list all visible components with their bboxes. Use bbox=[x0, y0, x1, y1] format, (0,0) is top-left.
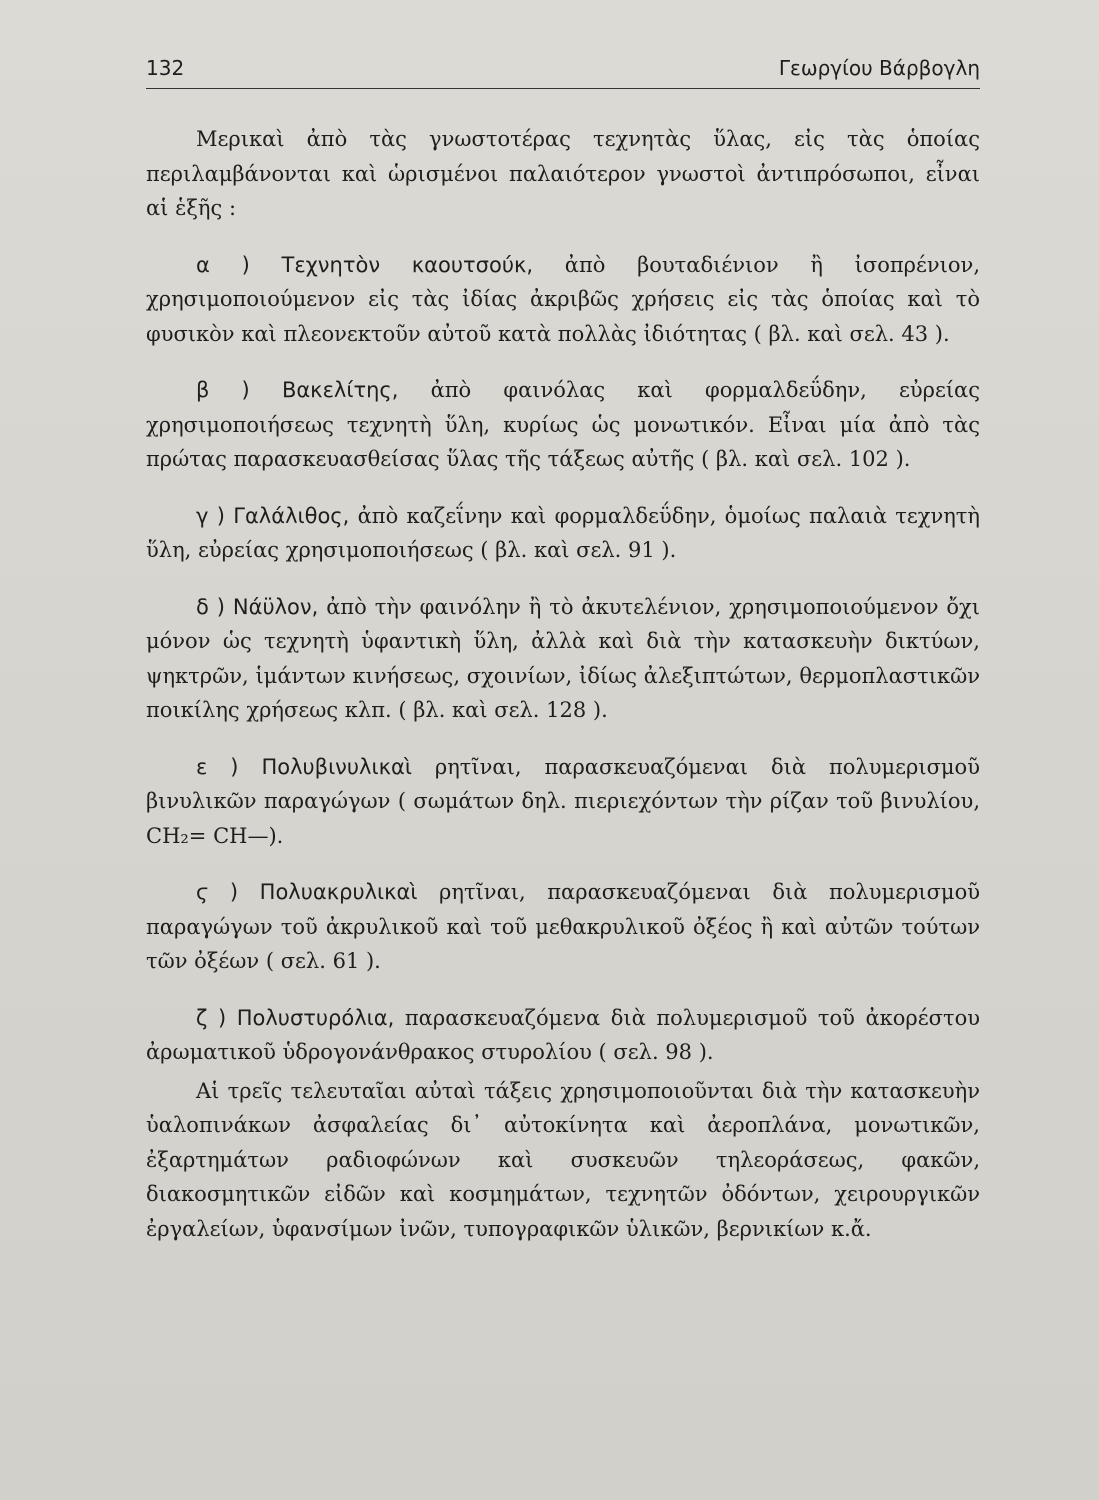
list-item-epsilon bbox=[146, 750, 980, 854]
list-item-alpha bbox=[146, 248, 980, 352]
list-item-beta bbox=[146, 373, 980, 477]
item-text: ρητῖναι, παρασκευαζόμεναι διὰ πολυμερισμοῦ βινυλικῶν παραγώγων ( σωμάτων δηλ. πιεριεχόντων τὴν ρίζαν τοῦ βινυλίου, CH₂= CH—). bbox=[146, 754, 980, 848]
list-item-zeta bbox=[146, 1001, 980, 1070]
item-label: α ) bbox=[196, 252, 250, 277]
item-term: Πολυακρυλικαὶ bbox=[259, 880, 418, 904]
item-label: ζ ) bbox=[196, 1005, 227, 1030]
list-item-gamma bbox=[146, 499, 980, 568]
item-label: β ) bbox=[196, 378, 250, 402]
item-text: ἀπὸ φαινόλας καὶ φορμαλδεΰδην, εὐρείας χρησιμοποιήσεως τεχνητὴ ὕλη, κυρίως ὡς μονωτικόν. Εἶναι μία ἀπὸ τὰς πρώτας παρασκευασθείσας ὕλας τῆς τάξεως αὐτῆς ( βλ. καὶ σελ. 102 ). bbox=[146, 378, 980, 471]
item-text: παρασκευαζόμενα διὰ πολυμερισμοῦ τοῦ ἀκορέστου ἀρωματικοῦ ὑδρογονάνθρακος στυρολίου ( σελ. 98 ). bbox=[146, 1005, 980, 1064]
list-item-stigma bbox=[146, 875, 980, 979]
header-rule bbox=[146, 88, 980, 89]
item-text: ρητῖναι, παρασκευαζόμεναι διὰ πολυμερισμοῦ παραγώγων τοῦ ἀκρυλικοῦ καὶ τοῦ μεθακρυλικοῦ ὀξέος ἢ καὶ αὐτῶν τούτων τῶν ὀξέων ( σελ. 61 ). bbox=[146, 880, 980, 973]
item-term: Βακελίτης, bbox=[281, 378, 399, 402]
item-term: Γαλάλιθος, bbox=[233, 503, 350, 528]
list-item-delta bbox=[146, 590, 980, 728]
item-label: ε ) bbox=[196, 754, 239, 779]
page-number: 132 bbox=[146, 56, 185, 80]
item-label: ϛ ) bbox=[196, 880, 239, 904]
item-term: Πολυστυρόλια, bbox=[236, 1005, 395, 1030]
item-text: ἀπὸ βουταδιένιον ἢ ἰσοπρένιον, χρησιμοποιούμενον εἰς τὰς ἰδίας ἀκριβῶς χρήσεις εἰς τὰς ὁποίας καὶ τὸ φυσικὸν καὶ πλεονεκτοῦν αὐτοῦ κατὰ πολλὰς ἰδιότητας ( βλ. καὶ σελ. 43 ). bbox=[146, 252, 980, 346]
item-label: γ ) bbox=[196, 503, 225, 528]
running-head: Γεωργίου Βάρβογλη bbox=[778, 56, 980, 80]
item-term: Νάϋλον, bbox=[232, 594, 319, 619]
item-text: ἀπὸ καζεΐνην καὶ φορμαλδεΰδην, ὁμοίως παλαιὰ τεχνητὴ ὕλη, εὐρείας χρησιμοποιήσεως ( βλ. καὶ σελ. 91 ). bbox=[146, 503, 980, 562]
item-label: δ ) bbox=[196, 594, 225, 619]
closing-paragraph: Αἱ τρεῖς τελευταῖαι αὐταὶ τάξεις χρησιμοποιοῦνται διὰ τὴν κατασκευὴν ὑαλοπινάκων ἀσφαλείας δι᾿ αὐτοκίνητα καὶ ἀεροπλάνα, μονωτικῶν, ἐξαρτημάτων ραδιοφώνων καὶ συσκευῶν τηλεοράσεως, φακῶν, διακοσμητικῶν εἰδῶν καὶ κοσμημάτων, τεχνητῶν ὀδόντων, χειρουργικῶν ἐργαλείων, ὑφανσίμων ἰνῶν, τυπογραφικῶν ὑλικῶν, βερνικίων κ.ἄ. bbox=[146, 1078, 980, 1241]
item-term: Πολυβινυλικαὶ bbox=[261, 754, 412, 779]
intro-paragraph: Μερικαὶ ἀπὸ τὰς γνωστοτέρας τεχνητὰς ὕλας, εἰς τὰς ὁποίας περιλαμβάνονται καὶ ὡρισμένοι παλαιότερον γνωστοὶ ἀντιπρόσωποι, εἶναι αἱ ἑξῆς : bbox=[146, 127, 980, 220]
page-header bbox=[146, 56, 980, 88]
item-text: ἀπὸ τὴν φαινόλην ἢ τὸ ἀκυτελένιον, χρησιμοποιούμενον ὄχι μόνον ὡς τεχνητὴ ὑφαντικὴ ὕλη, ἀλλὰ καὶ διὰ τὴν κατασκευὴν δικτύων, ψηκτρῶν, ἱμάντων κινήσεως, σχοινίων, ἰδίως ἀλεξιπτώτων, θερμοπλαστικῶν ποικίλης χρήσεως κλπ. ( βλ. καὶ σελ. 128 ). bbox=[146, 594, 980, 722]
body-text bbox=[146, 122, 980, 1246]
item-term: Τεχνητὸν καουτσούκ, bbox=[281, 252, 534, 277]
